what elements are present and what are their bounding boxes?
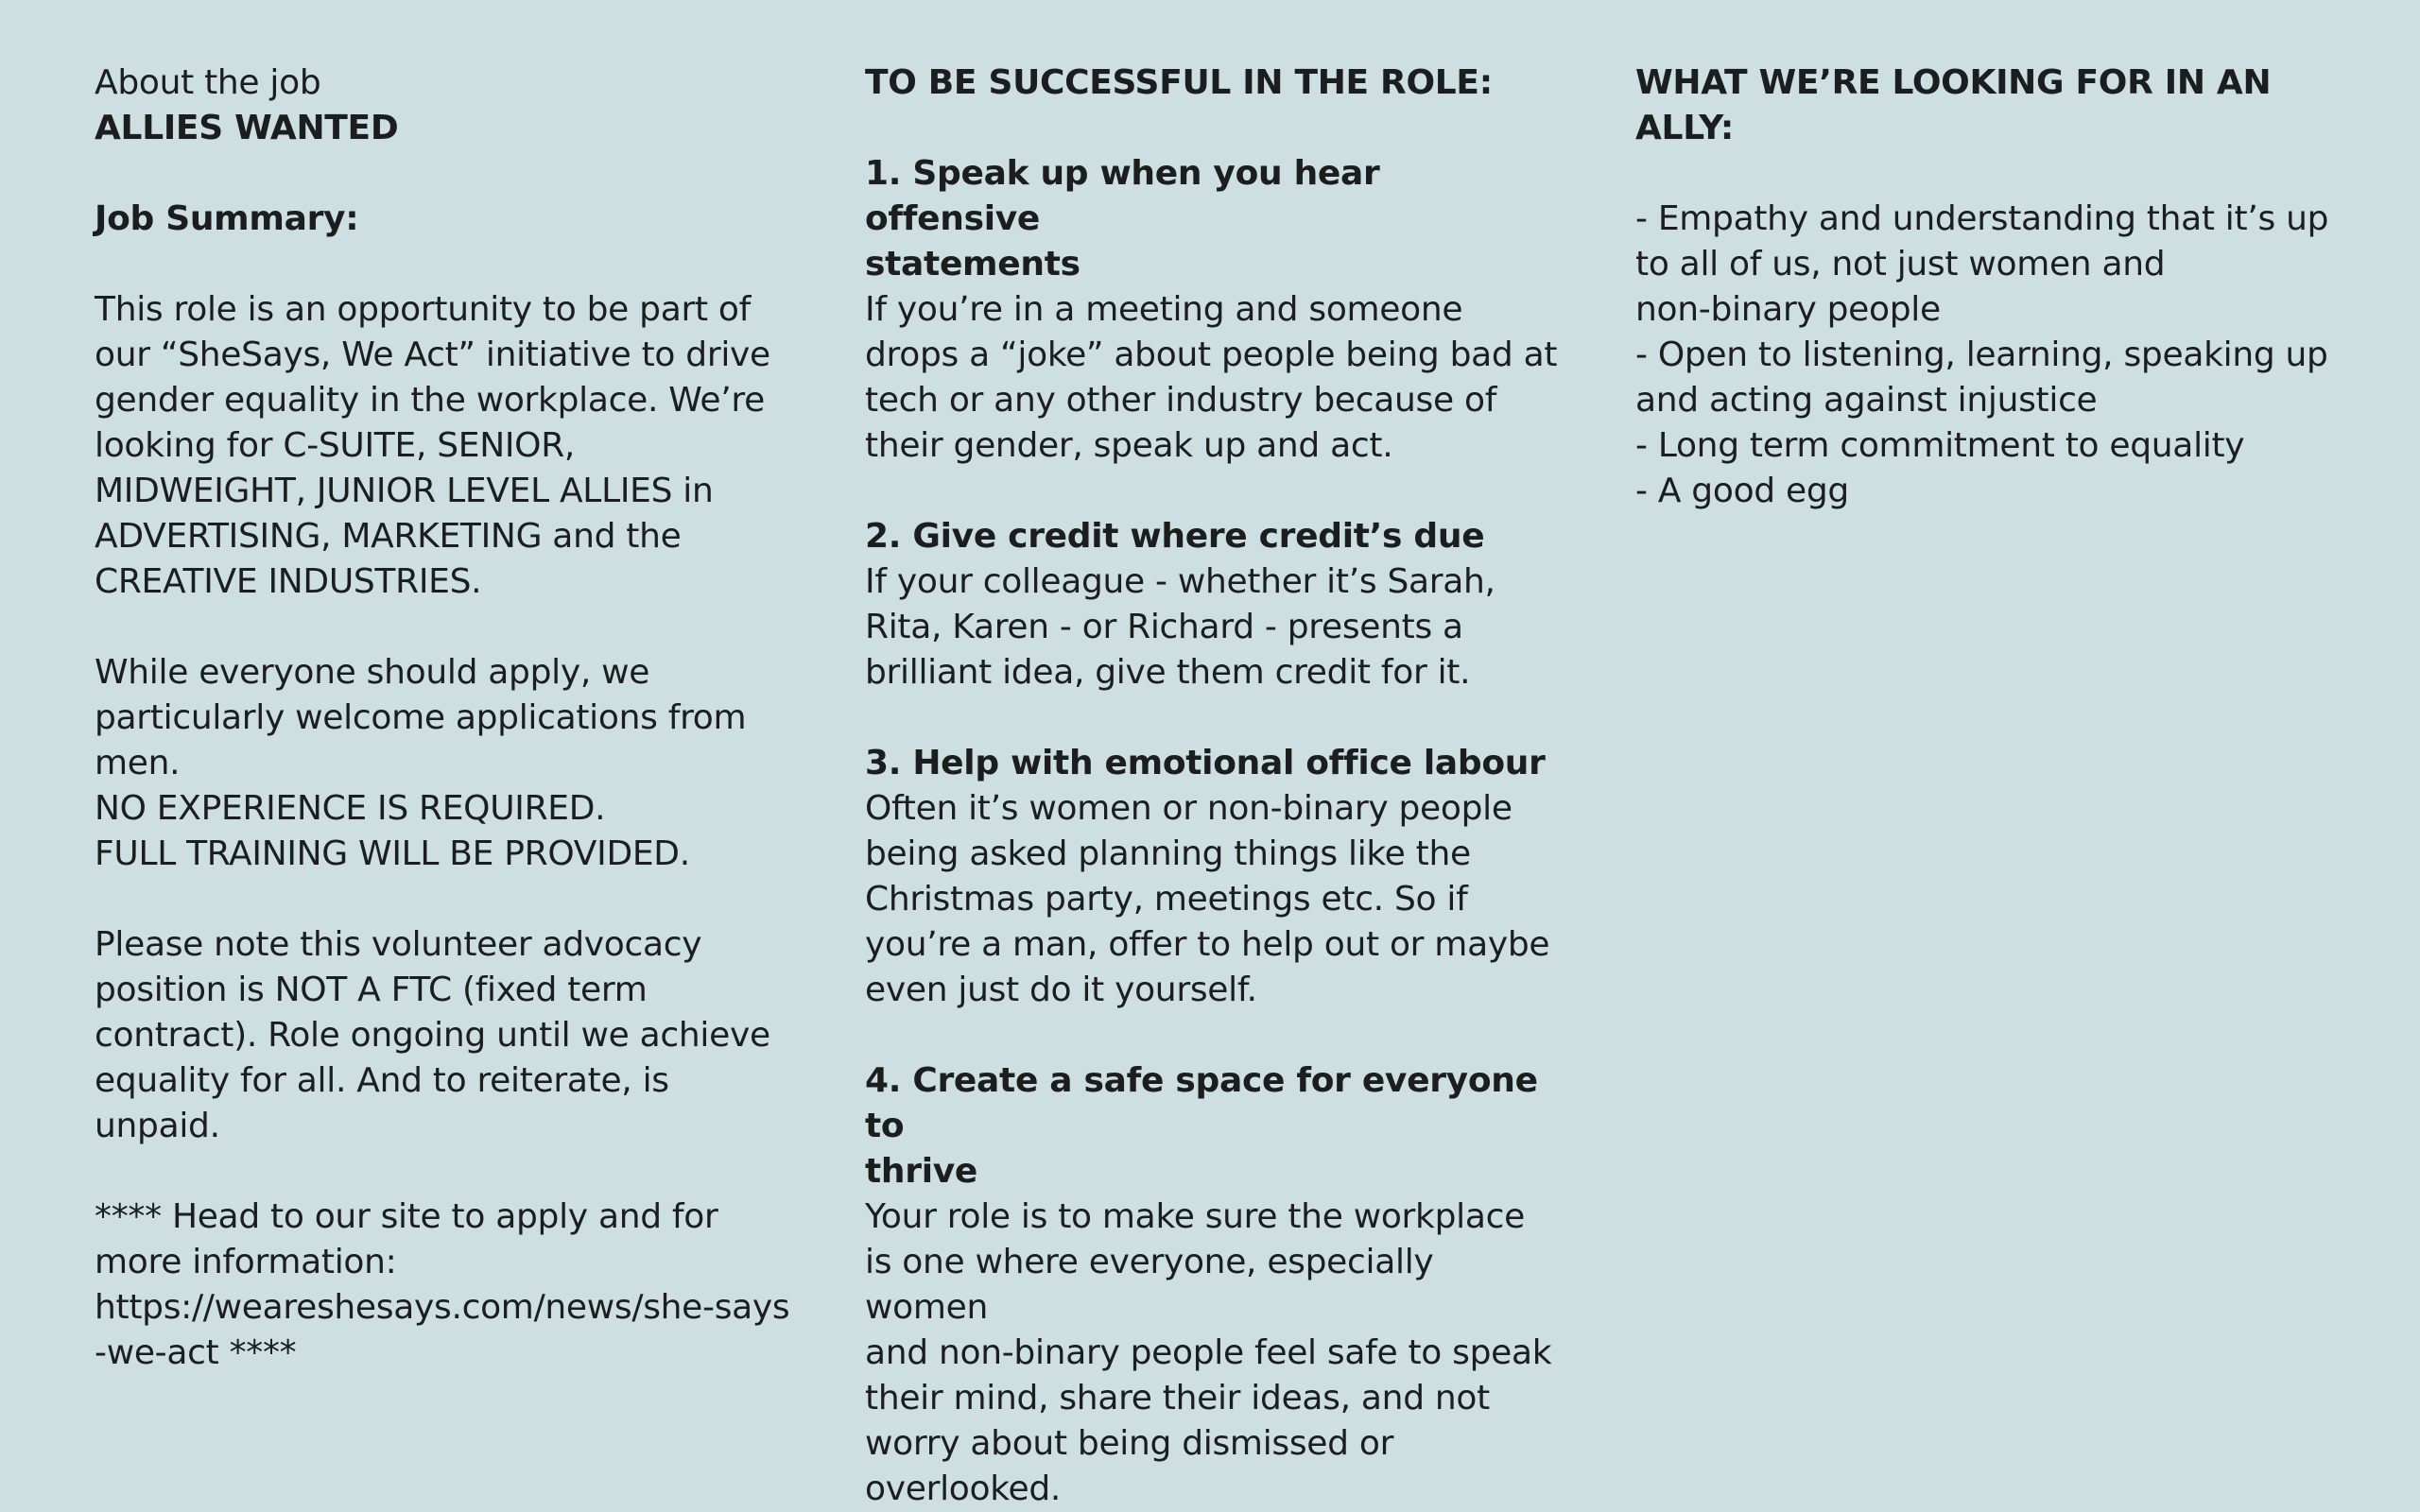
text-line: our “SheSays, We Act” initiative to drive (95, 335, 770, 374)
about-job-column (95, 60, 794, 1376)
about-heading: About the job (95, 63, 321, 102)
text-line: particularly welcome applications from (95, 698, 747, 737)
summary-paragraph (95, 287, 794, 605)
success-item (865, 514, 1564, 696)
list-item: - Long term commitment to equality (1635, 426, 2245, 465)
success-item (865, 1058, 1564, 1512)
text-line: FULL TRAINING WILL BE PROVIDED. (95, 834, 690, 873)
text-line: their gender, speak up and act. (865, 426, 1393, 465)
item-title: 1. Speak up when you hear offensive (865, 154, 1380, 238)
ally-column (1635, 60, 2335, 514)
item-title: statements (865, 245, 1080, 284)
text-line: NO EXPERIENCE IS REQUIRED. (95, 789, 606, 828)
text-line: overlooked. (865, 1469, 1062, 1508)
contract-paragraph (95, 922, 794, 1149)
text-line: contract). Role ongoing until we achieve (95, 1016, 770, 1055)
ally-list (1635, 197, 2335, 514)
text-line: Christmas party, meetings etc. So if (865, 880, 1468, 919)
success-heading: TO BE SUCCESSFUL IN THE ROLE: (865, 63, 1493, 102)
text-line: equality for all. And to reiterate, is (95, 1061, 669, 1100)
text-line: Rita, Karen - or Richard - presents a (865, 608, 1463, 646)
text-line: If you’re in a meeting and someone (865, 290, 1463, 329)
list-item: - Empathy and understanding that it’s up (1635, 199, 2329, 238)
ally-heading: WHAT WE’RE LOOKING FOR IN AN (1635, 63, 2272, 102)
text-line: even just do it yourself. (865, 971, 1257, 1009)
text-line: unpaid. (95, 1107, 220, 1145)
text-line: This role is an opportunity to be part of (95, 290, 752, 329)
success-column (865, 60, 1564, 1512)
list-item: non-binary people (1635, 290, 1941, 329)
list-item: to all of us, not just women and (1635, 245, 2166, 284)
summary-heading: Job Summary: (95, 199, 359, 238)
item-title: 3. Help with emotional office labour (865, 744, 1546, 782)
apply-link[interactable]: https://weareshesays.com/news/she-says (95, 1288, 790, 1327)
list-item: - Open to listening, learning, speaking up (1635, 335, 2328, 374)
job-title: ALLIES WANTED (95, 109, 399, 147)
list-item: - A good egg (1635, 472, 1849, 510)
text-line: Your role is to make sure the workplace (865, 1197, 1525, 1236)
apply-link-continued[interactable]: -we-act **** (95, 1333, 297, 1372)
text-line: is one where everyone, especially women (865, 1243, 1434, 1327)
text-line: While everyone should apply, we (95, 653, 650, 692)
text-line: being asked planning things like the (865, 834, 1471, 873)
text-line: and non-binary people feel safe to speak (865, 1333, 1552, 1372)
text-line: their mind, share their ideas, and not (865, 1379, 1490, 1418)
text-line: Please note this volunteer advocacy (95, 925, 702, 964)
text-line: position is NOT A FTC (fixed term (95, 971, 648, 1009)
text-line: gender equality in the workplace. We’re (95, 381, 765, 420)
list-item: and acting against injustice (1635, 381, 2098, 420)
text-line: ADVERTISING, MARKETING and the (95, 517, 682, 556)
item-title: 4. Create a safe space for everyone to (865, 1061, 1538, 1145)
text-line: men. (95, 744, 181, 782)
applicants-paragraph (95, 650, 794, 877)
item-title: 2. Give credit where credit’s due (865, 517, 1485, 556)
text-line: CREATIVE INDUSTRIES. (95, 562, 482, 601)
text-line: If your colleague - whether it’s Sarah, (865, 562, 1495, 601)
text-line: looking for C-SUITE, SENIOR, (95, 426, 576, 465)
text-line: you’re a man, offer to help out or maybe (865, 925, 1550, 964)
item-title: thrive (865, 1152, 978, 1191)
text-line: tech or any other industry because of (865, 381, 1497, 420)
text-line: worry about being dismissed or (865, 1424, 1394, 1463)
text-line: Often it’s women or non-binary people (865, 789, 1512, 828)
text-line: more information: (95, 1243, 397, 1281)
success-item (865, 741, 1564, 1013)
success-item (865, 151, 1564, 469)
text-line: brilliant idea, give them credit for it. (865, 653, 1471, 692)
text-line: drops a “joke” about people being bad at (865, 335, 1558, 374)
ally-heading: ALLY: (1635, 109, 1734, 147)
apply-paragraph (95, 1194, 794, 1376)
text-line: **** Head to our site to apply and for (95, 1197, 718, 1236)
text-line: MIDWEIGHT, JUNIOR LEVEL ALLIES in (95, 472, 714, 510)
